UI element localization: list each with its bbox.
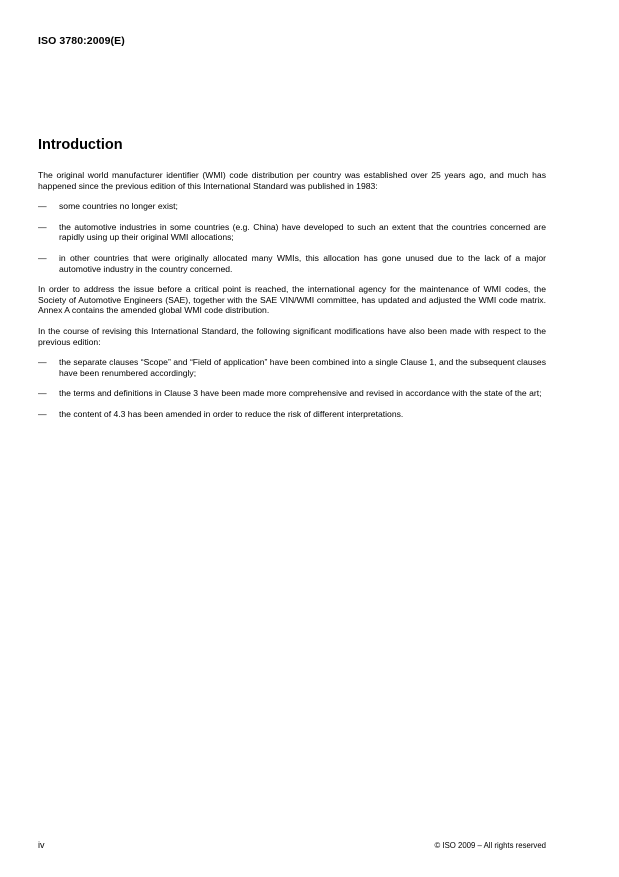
list-item: [38, 201, 546, 212]
page-number: iv: [38, 840, 45, 850]
list-item: [38, 388, 546, 399]
list-item-text: the content of 4.3 has been amended in order to reduce the risk of different interpretations.: [59, 408, 404, 419]
dash-bullet: —: [38, 408, 47, 419]
dash-bullet: —: [38, 357, 47, 368]
dash-bullet: —: [38, 252, 47, 263]
dash-bullet: —: [38, 221, 47, 232]
document-id-header: ISO 3780:2009(E): [38, 35, 125, 47]
list-item: [38, 409, 546, 420]
introduction-section: [38, 137, 546, 430]
list-item-text: the automotive industries in some countries (e.g. China) have developed to such an extent that the countries concerned are rapidly using up their original WMI allocations;: [59, 221, 546, 243]
dash-bullet: —: [38, 201, 47, 212]
dash-bullet: —: [38, 388, 47, 399]
list-item: [38, 357, 546, 378]
intro-paragraph-1: The original world manufacturer identifier (WMI) code distribution per country was established over 25 years ago, and much has happened since the previous edition of this International Standard was published in 1983:: [38, 170, 546, 191]
list-item: [38, 253, 546, 274]
list-item: [38, 222, 546, 243]
list-item-text: the separate clauses “Scope” and “Field of application” have been combined into a single Clause 1, and the subsequent clauses have been renumbered accordingly;: [59, 357, 546, 378]
list-item-text: some countries no longer exist;: [59, 201, 178, 212]
copyright-notice: © ISO 2009 – All rights reserved: [434, 841, 546, 850]
intro-paragraph-2: In order to address the issue before a critical point is reached, the international agency for the maintenance of WMI codes, the Society of Automotive Engineers (SAE), together with the SAE VIN/WMI committee, has updated and adjusted the WMI code matrix. Annex A contains the amended global WMI code distribution.: [38, 284, 546, 316]
list-item-text: in other countries that were originally allocated many WMIs, this allocation has gone unused due to the lack of a major automotive industry in the country concerned.: [59, 252, 546, 274]
section-title: Introduction: [38, 137, 123, 153]
changes-list-2: [38, 357, 546, 419]
changes-list-1: [38, 201, 546, 274]
intro-paragraph-3: In the course of revising this International Standard, the following significant modifications have also been made with respect to the previous edition:: [38, 325, 546, 347]
list-item-text: the terms and definitions in Clause 3 have been made more comprehensive and revised in accordance with the state of the art;: [59, 388, 542, 399]
